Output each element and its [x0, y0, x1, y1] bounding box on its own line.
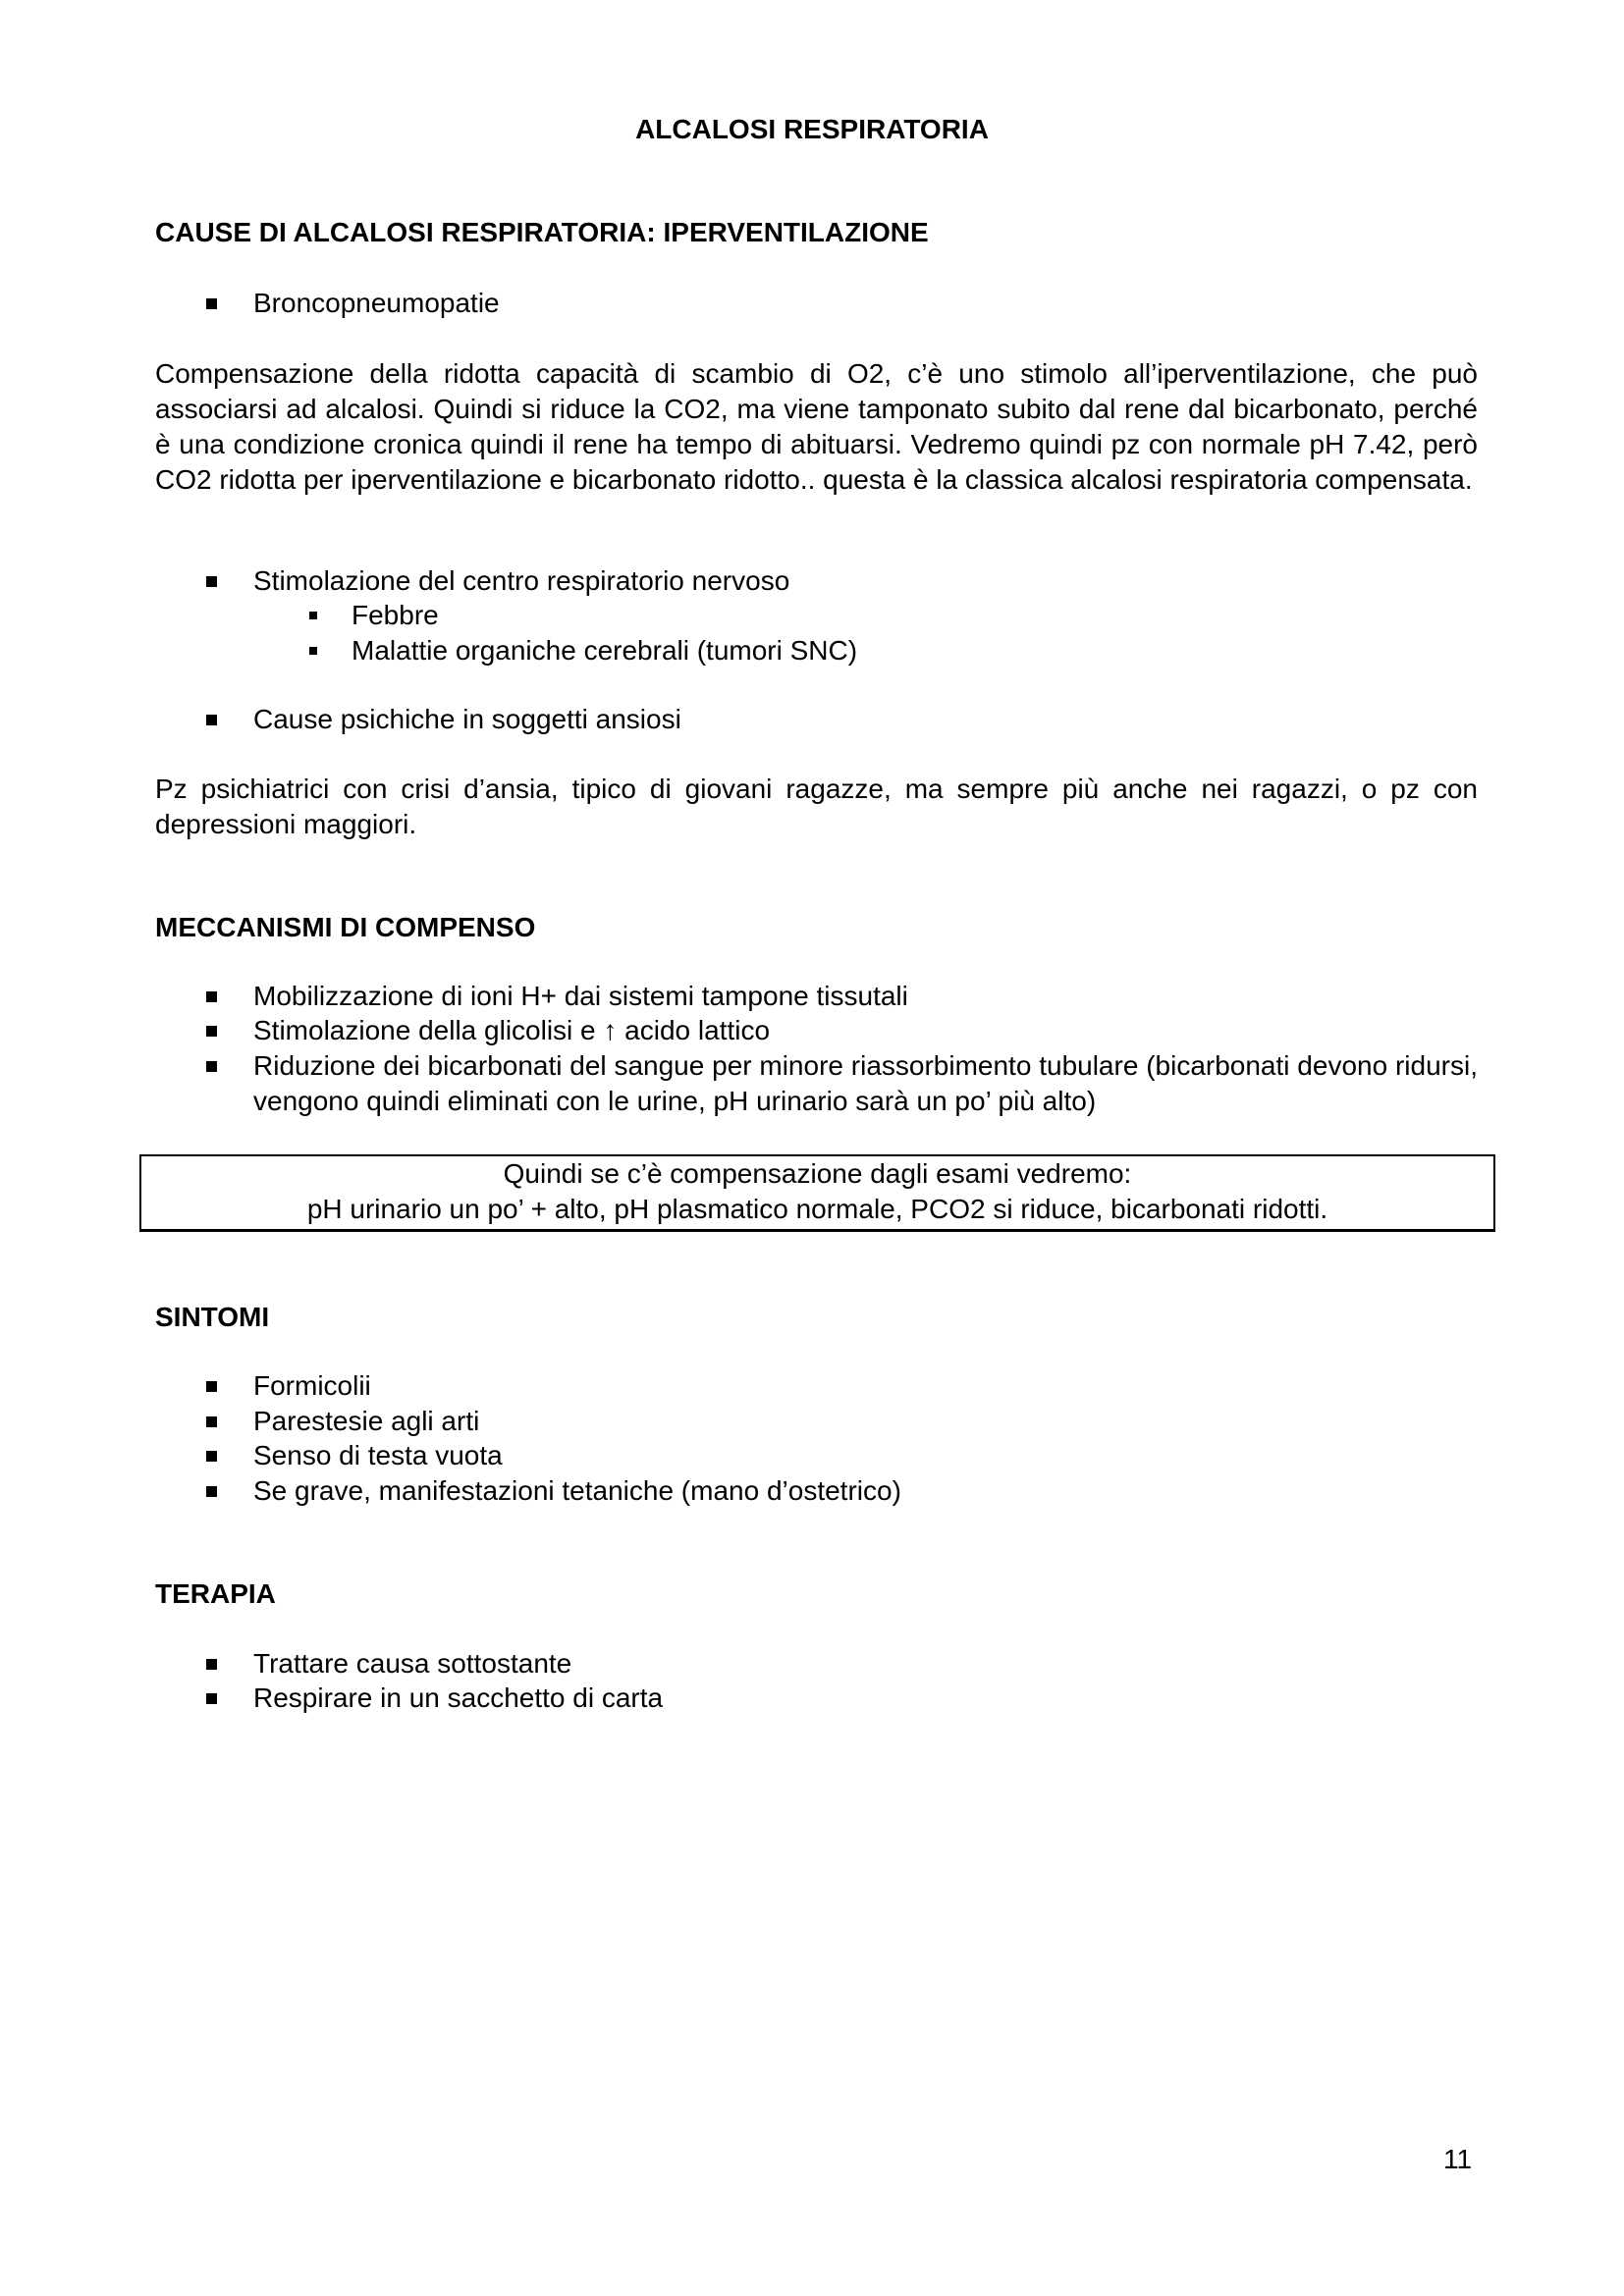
- section-heading-terapia: TERAPIA: [155, 1578, 276, 1609]
- bullet-icon: [206, 1659, 217, 1670]
- bullet-icon: [206, 1026, 217, 1037]
- bullet-icon: [206, 1486, 217, 1497]
- page-number: 11: [1443, 2144, 1473, 2174]
- bullet-icon: [206, 1451, 217, 1462]
- section-heading-cause: CAUSE DI ALCALOSI RESPIRATORIA: IPERVENTILAZIONE: [155, 217, 929, 247]
- bullet-icon: [206, 1061, 217, 1072]
- bullet-icon: [309, 612, 317, 619]
- bullet-icon: [206, 1381, 217, 1392]
- paragraph: Pz psichiatrici con crisi d’ansia, tipico di giovani ragazze, ma sempre più anche nei ragazzi, o pz con depressioni maggiori.: [155, 774, 1478, 839]
- bullet-icon: [309, 647, 317, 655]
- bullet-icon: [206, 298, 217, 309]
- summary-line: Quindi se c’è compensazione dagli esami vedremo:: [503, 1158, 1132, 1189]
- section-heading-sintomi: SINTOMI: [155, 1302, 270, 1332]
- summary-box: [139, 1154, 1495, 1232]
- paragraph: Compensazione della ridotta capacità di scambio di O2, c’è uno stimolo all’iperventilazione, che può associarsi ad alcalosi. Quindi si riduce la CO2, ma viene tamponato subito dal rene dal bicarbonato, perché è una condizione cronica quindi il rene ha tempo di abituarsi. Vedremo quindi pz con normale pH 7.42, però CO2 ridotta per iperventilazione e bicarbonato ridotto.. questa è la classica alcalosi respiratoria compensata.: [155, 358, 1478, 495]
- bullet-icon: [206, 715, 217, 725]
- bullet-icon: [206, 1416, 217, 1427]
- bullet-icon: [206, 576, 217, 587]
- summary-line: pH urinario un po’ + alto, pH plasmatico normale, PCO2 si riduce, bicarbonati ridotti.: [306, 1194, 1328, 1224]
- bullet-icon: [206, 991, 217, 1002]
- bullet-icon: [206, 1693, 217, 1704]
- page-title: ALCALOSI RESPIRATORIA: [635, 114, 989, 144]
- section-heading-compenso: MECCANISMI DI COMPENSO: [155, 912, 536, 942]
